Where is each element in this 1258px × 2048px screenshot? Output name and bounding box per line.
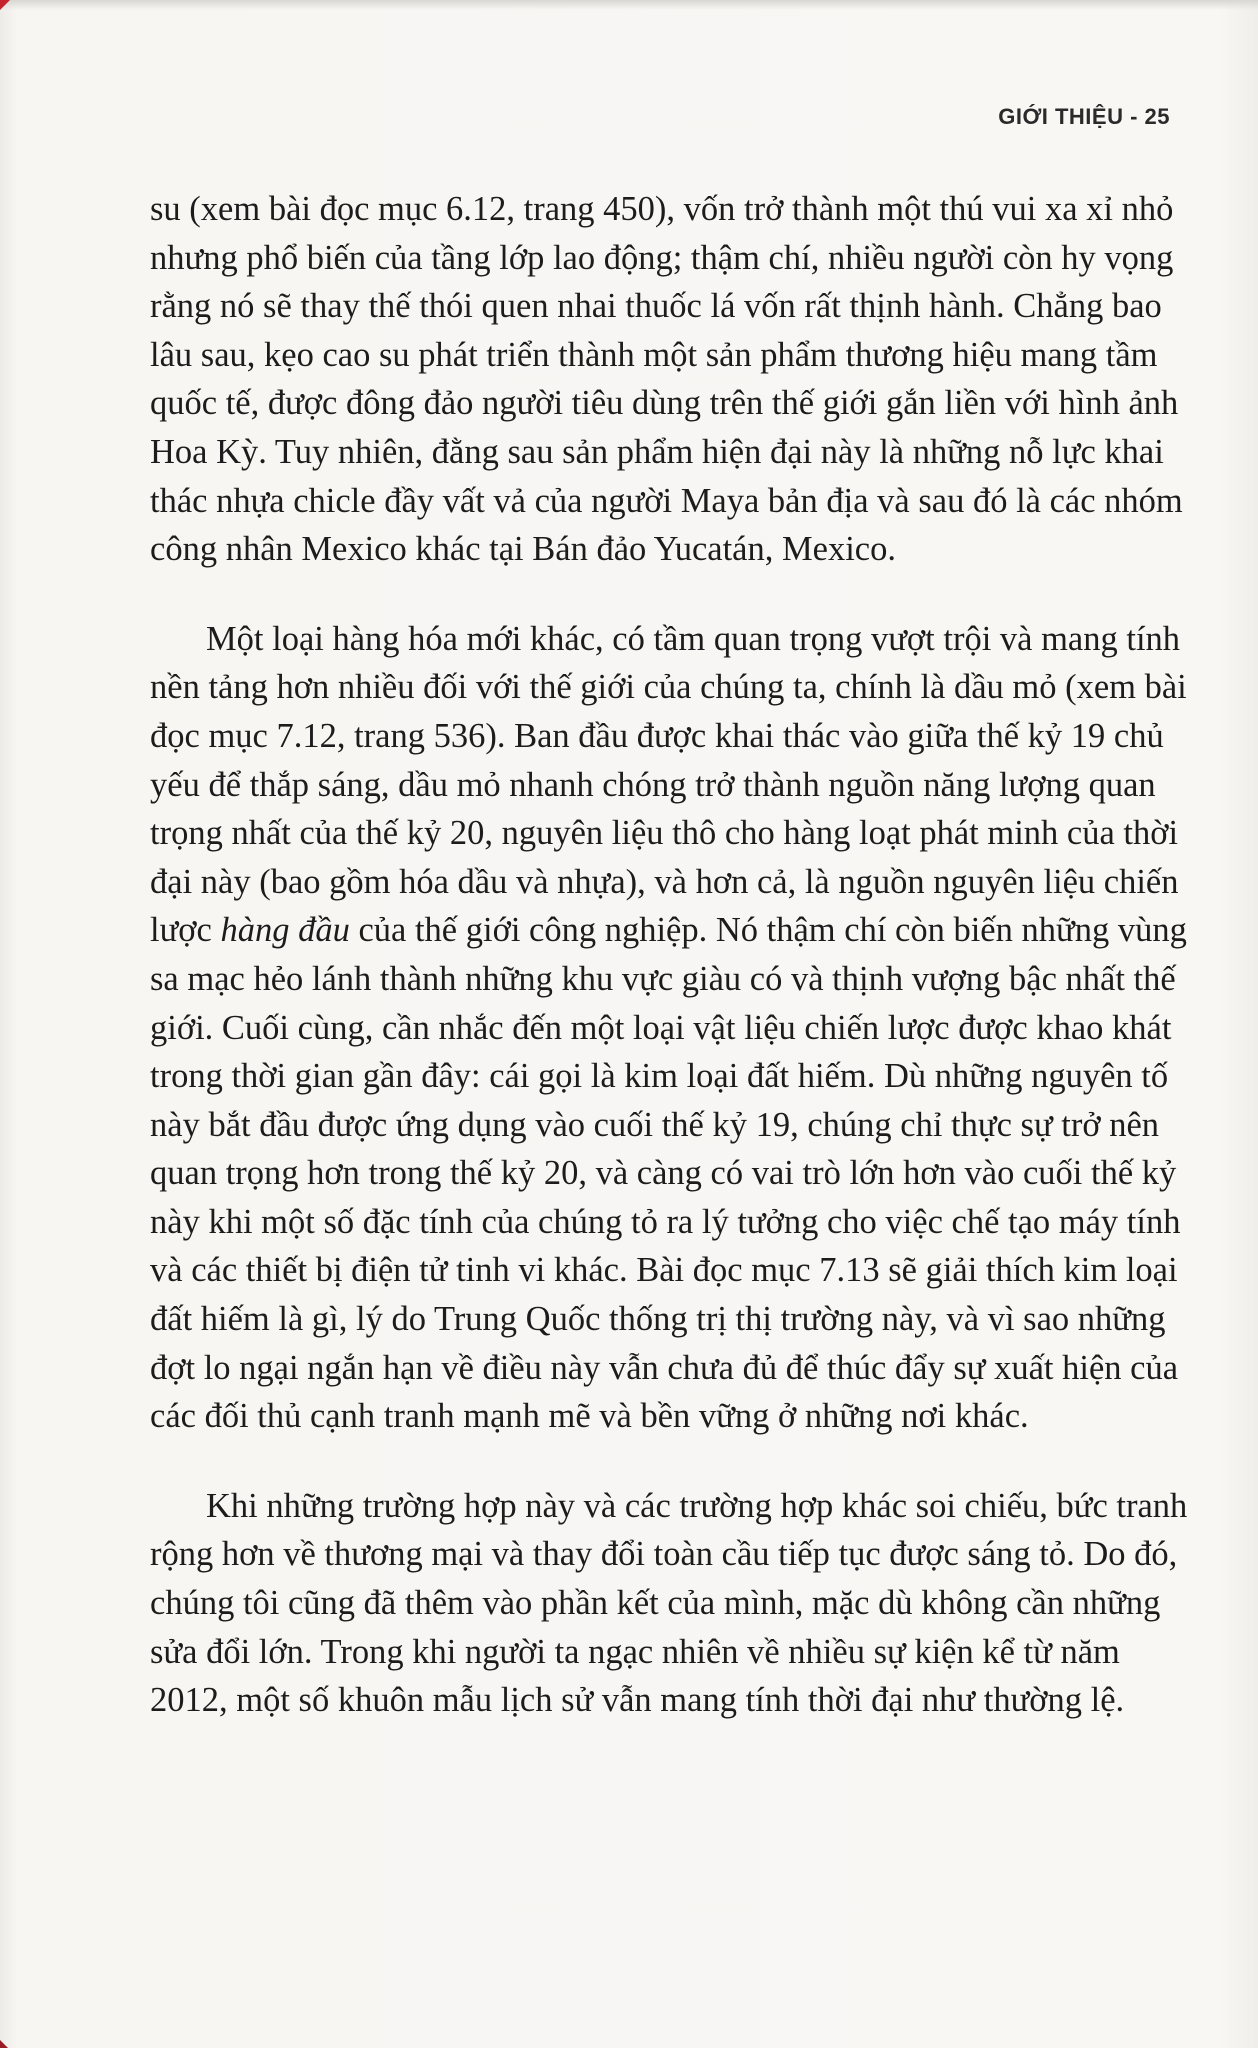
paragraph-2 xyxy=(150,615,1187,1441)
text-line: Khi những trường hợp này và các trường hợp khác soi chiếu, bức tranh xyxy=(206,1486,1188,1525)
running-header: GIỚI THIỆU - 25 xyxy=(998,104,1170,129)
text-line: đất hiếm là gì, lý do Trung Quốc thống trị thị trường này, và vì sao những xyxy=(150,1300,1166,1339)
text-line: đọc mục 7.12, trang 536). Ban đầu được khai thác vào giữa thế kỷ 19 chủ xyxy=(150,716,1164,755)
text-line: nền tảng hơn nhiều đối với thế giới của chúng ta, chính là dầu mỏ (xem bài xyxy=(150,668,1187,707)
text-line: trong thời gian gần đây: cái gọi là kim loại đất hiếm. Dù những nguyên tố xyxy=(150,1057,1169,1096)
text-line: nhưng phổ biến của tầng lớp lao động; thậm chí, nhiều người còn hy vọng xyxy=(150,238,1174,277)
text-line: 2012, một số khuôn mẫu lịch sử vẫn mang tính thời đại như thường lệ. xyxy=(150,1681,1125,1720)
text-fragment: lược xyxy=(150,911,221,950)
paragraph-3 xyxy=(150,1482,1188,1725)
text-line-with-emphasis xyxy=(150,906,1187,955)
text-line: quan trọng hơn trong thế kỷ 20, và càng có vai trò lớn hơn vào cuối thế kỷ xyxy=(150,1154,1177,1193)
page-bottom-mark xyxy=(0,2040,8,2048)
text-line: lâu sau, kẹo cao su phát triển thành một sản phẩm thương hiệu mang tầm xyxy=(150,335,1158,374)
text-fragment: của thế giới công nghiệp. Nó thậm chí còn biến những vùng xyxy=(349,911,1187,950)
page-top-edge xyxy=(0,0,1258,10)
text-line: các đối thủ cạnh tranh mạnh mẽ và bền vững ở những nơi khác. xyxy=(150,1397,1029,1436)
text-line: công nhân Mexico khác tại Bán đảo Yucatán, Mexico. xyxy=(150,530,896,569)
text-line: đại này (bao gồm hóa dầu và nhựa), và hơn cả, là nguồn nguyên liệu chiến xyxy=(150,862,1179,901)
text-line: su (xem bài đọc mục 6.12, trang 450), vốn trở thành một thú vui xa xỉ nhỏ xyxy=(150,190,1174,228)
text-line: thác nhựa chicle đầy vất vả của người Maya bản địa và sau đó là các nhóm xyxy=(150,481,1183,520)
text-line: sa mạc hẻo lánh thành những khu vực giàu có và thịnh vượng bậc nhất thế xyxy=(150,959,1176,998)
text-line: Hoa Kỳ. Tuy nhiên, đằng sau sản phẩm hiện đại này là những nỗ lực khai xyxy=(150,432,1164,471)
body-text xyxy=(150,185,1188,1725)
text-line: giới. Cuối cùng, cần nhắc đến một loại vật liệu chiến lược được khao khát xyxy=(150,1008,1172,1047)
text-line: quốc tế, được đông đảo người tiêu dùng trên thế giới gắn liền với hình ảnh xyxy=(150,384,1179,423)
text-line: này bắt đầu được ứng dụng vào cuối thế kỷ 19, chúng chỉ thực sự trở nên xyxy=(150,1105,1160,1144)
text-line: và các thiết bị điện tử tinh vi khác. Bài đọc mục 7.13 sẽ giải thích kim loại xyxy=(150,1251,1178,1290)
emphasis-text: hàng đầu xyxy=(220,911,350,950)
paragraph-1 xyxy=(150,185,1183,574)
text-line: yếu để thắp sáng, dầu mỏ nhanh chóng trở thành nguồn năng lượng quan xyxy=(150,765,1156,804)
text-line: trọng nhất của thế kỷ 20, nguyên liệu thô cho hàng loạt phát minh của thời xyxy=(150,814,1179,853)
text-line: chúng tôi cũng đã thêm vào phần kết của mình, mặc dù không cần những xyxy=(150,1584,1161,1623)
page-corner-mark xyxy=(0,0,10,10)
text-line: này khi một số đặc tính của chúng tỏ ra lý tưởng cho việc chế tạo máy tính xyxy=(150,1202,1181,1241)
text-line: đợt lo ngại ngắn hạn về điều này vẫn chưa đủ để thúc đẩy sự xuất hiện của xyxy=(150,1348,1179,1387)
text-line: sửa đổi lớn. Trong khi người ta ngạc nhiên về nhiều sự kiện kể từ năm xyxy=(150,1632,1120,1671)
text-line: rằng nó sẽ thay thế thói quen nhai thuốc lá vốn rất thịnh hành. Chẳng bao xyxy=(150,287,1162,326)
text-line: Một loại hàng hóa mới khác, có tầm quan trọng vượt trội và mang tính xyxy=(206,619,1181,658)
text-line: rộng hơn về thương mại và thay đổi toàn cầu tiếp tục được sáng tỏ. Do đó, xyxy=(150,1535,1178,1574)
